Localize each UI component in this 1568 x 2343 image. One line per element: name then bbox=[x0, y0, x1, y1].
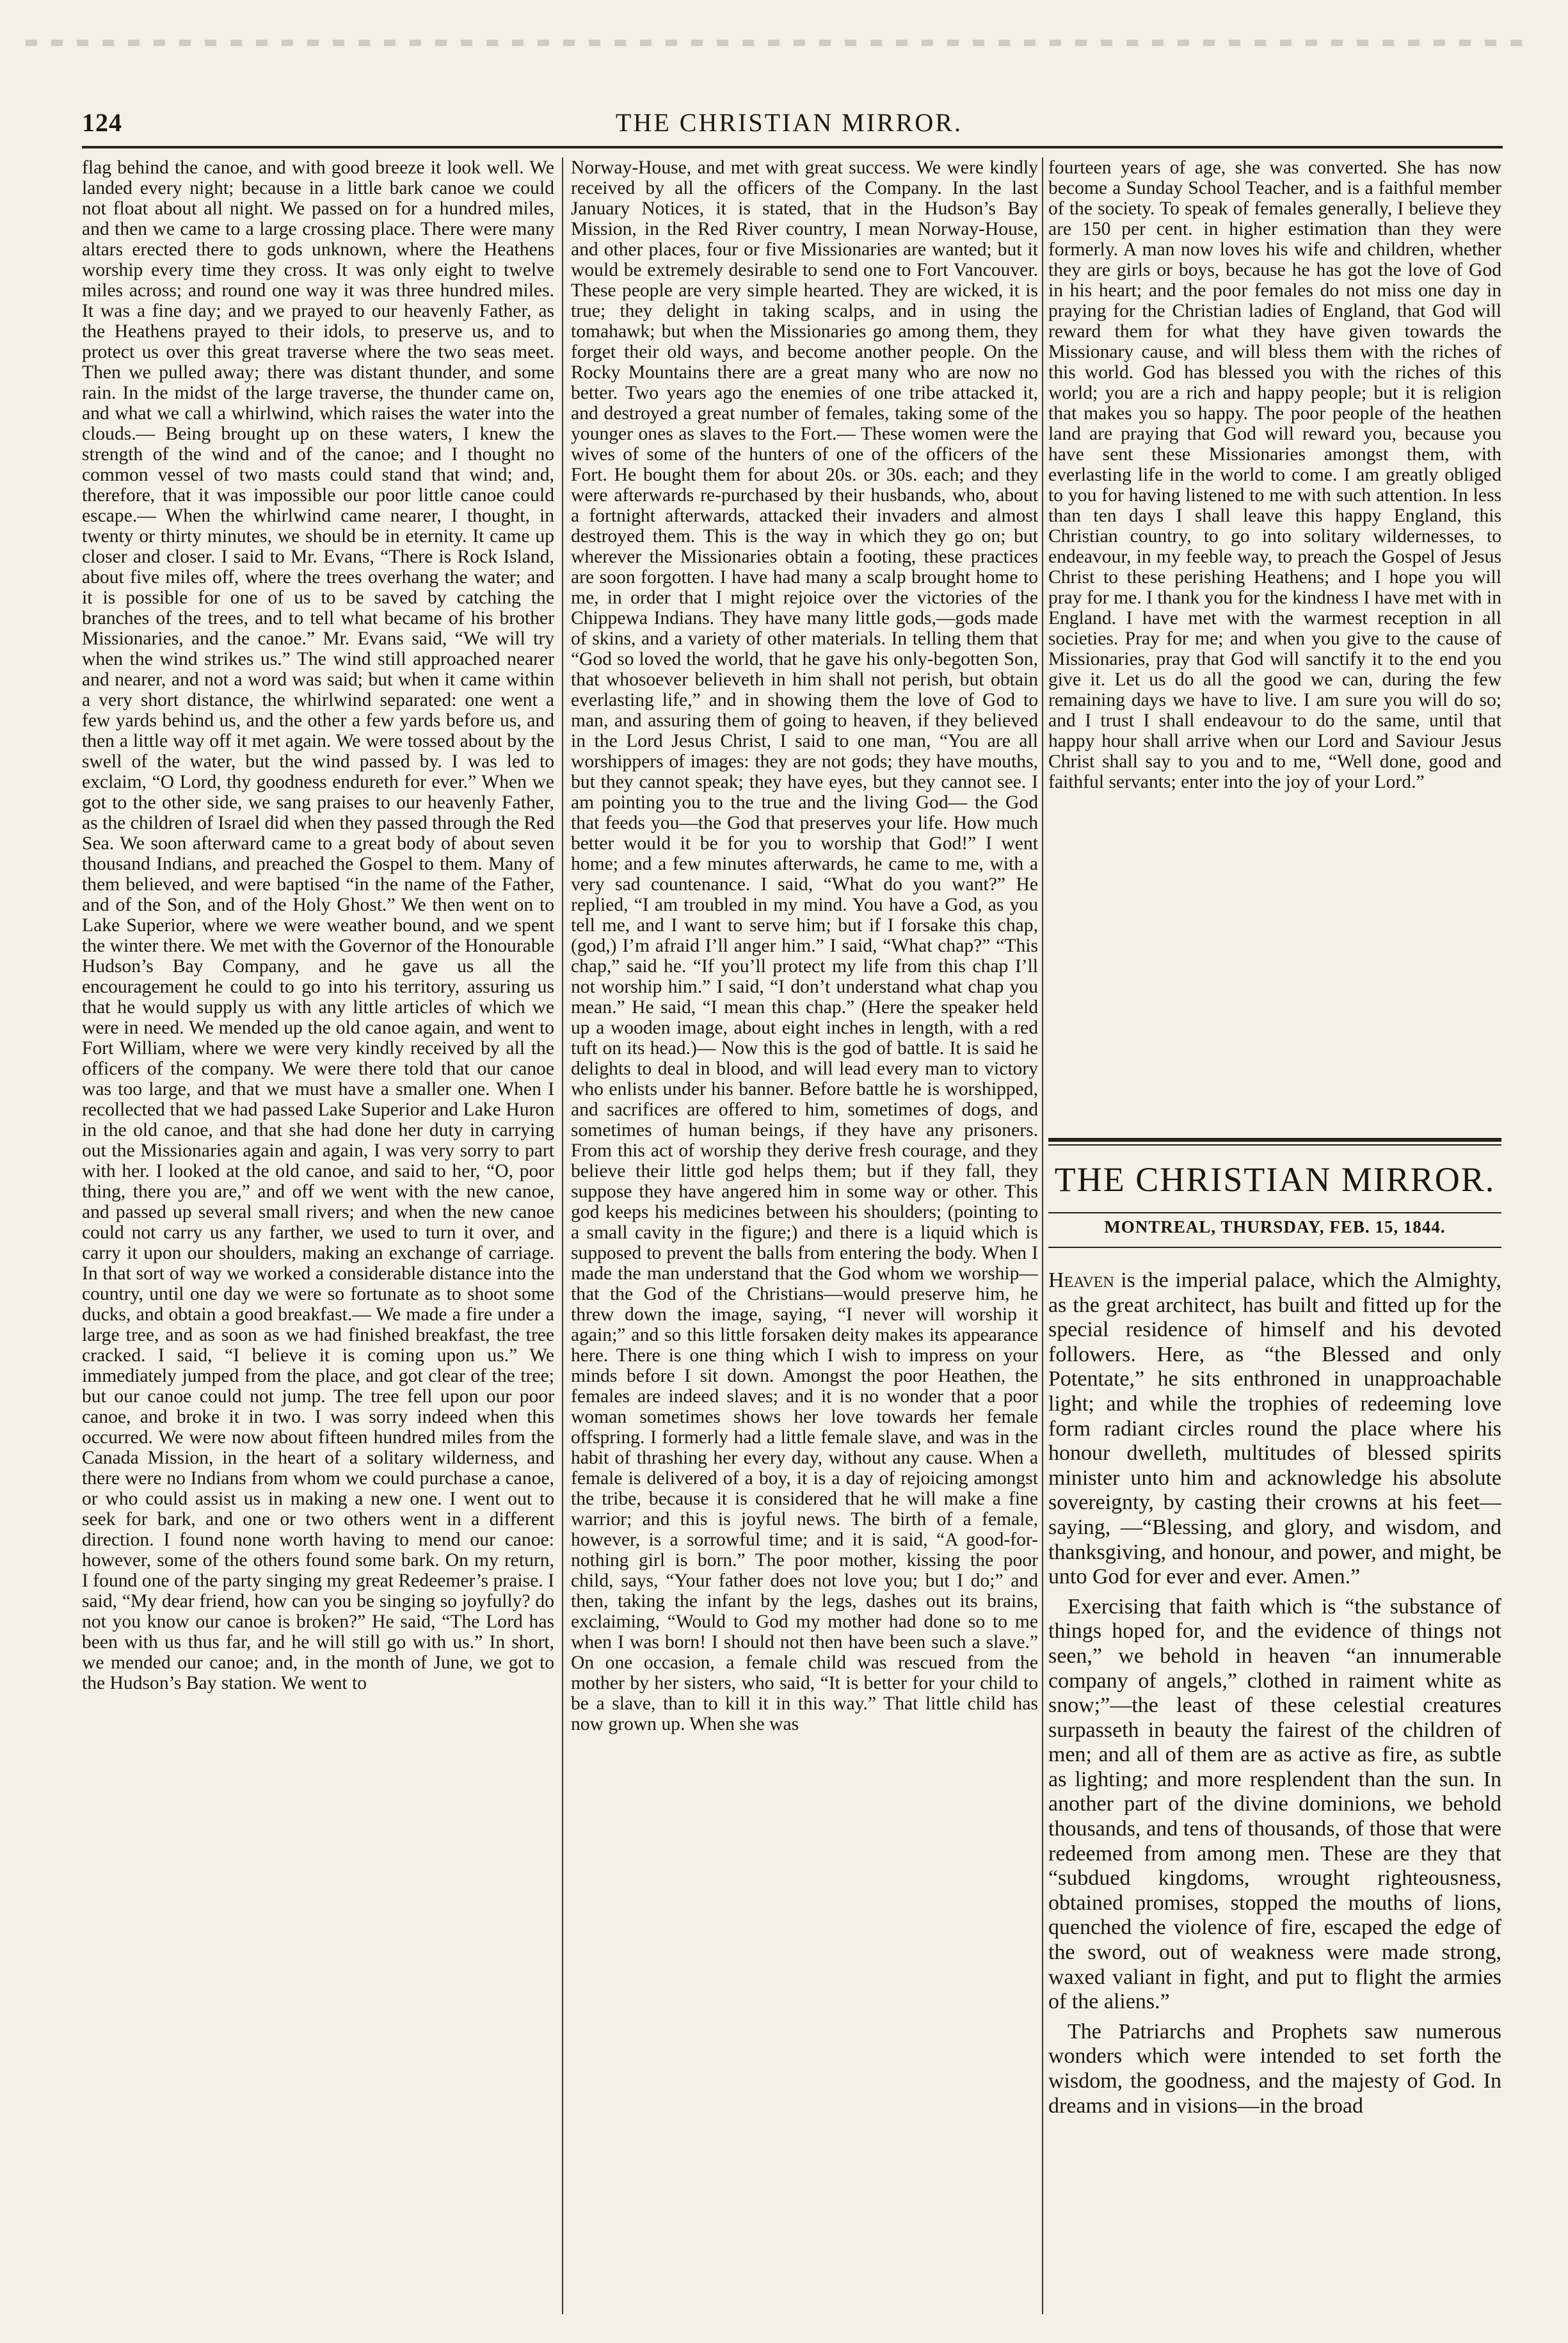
column-divider-1 bbox=[562, 157, 563, 2314]
masthead-rule-thin bbox=[1048, 1144, 1501, 1146]
column-divider-2 bbox=[1042, 157, 1043, 2314]
editorial-paragraph-1-text: is the imperial palace, which the Almighty, as the great architect, has built and fitted up for the special residence of himself and his devoted followers. Here, as “the Blessed and only Potentate,” he sits enthroned in unapproachable light; and while the trophies of redeeming love form radiant circles round the place where his honour dwelleth, multitudes of blessed spirits minister unto him and acknowledge his absolute sovereignty, by casting their crowns at his feet—saying, —“Blessing, and glory, and wisdom, and thanksgiving, and honour, and power, and might, be unto God for ever and ever. Amen.” bbox=[1048, 1268, 1501, 1589]
header-rule bbox=[82, 146, 1503, 148]
masthead-rule-mid bbox=[1048, 1212, 1501, 1213]
column-1-text: flag behind the canoe, and with good breeze it look well. We landed every night; because in a little bark canoe we could not float about all night. We passed on for a hundred miles, and then we came to a large crossing place. There were many altars erected there to gods unknown, where the Heathens worship every time they cross. It was only eight to twelve miles across; and round one way it was three hundred miles. It was a fine day; and we prayed to our heavenly Father, as the Heathens prayed to their idols, to preserve us, and to protect us over this great traverse where the two seas meet. Then we pulled away; there was distant thunder, and some rain. In the midst of the large traverse, the thunder came on, and what we call a whirlwind, which raises the water into the clouds.— Being brought up on these waters, I knew the strength of the wind and of the canoe; and I thought no common vessel of two masts could stand that wind; and, therefore, that it was impossible our poor little canoe could escape.— When the whirlwind came nearer, I thought, in twenty or thirty minutes, we should be in eternity. It came up closer and closer. I said to Mr. Evans, “There is Rock Island, about five miles off, where the trees overhang the water; and it is possible for one of us to be saved by catching the branches of the trees, and to tell what became of his brother Missionaries, and the canoe.” Mr. Evans said, “We will try when the wind strikes us.” The wind still approached nearer and nearer, and not a word was said; but when it came within a very short distance, the whirlwind separated: one went a few yards behind us, and the other a few yards before us, and then a little way off it met again. We were tossed about by the swell of the water, but the wind passed by. I was led to exclaim, “O Lord, thy goodness endureth for ever.” When we got to the other side, we sang praises to our heavenly Father, as the children of Israel did when they passed through the Red Sea. We soon afterward came to a great body of about seven thousand Indians, and preached the Gospel to them. Many of them believed, and were baptised “in the name of the Father, and of the Son, and of the Holy Ghost.” We then went on to Lake Superior, where we were weather bound, and we spent the winter there. We met with the Governor of the Honourable Hudson’s Bay Company, and he gave us all the encouragement he could to go into his territory, assuring us that he would supply us with any little articles of which we were in need. We mended up the old canoe again, and went to Fort William, where we were very kindly received by all the officers of the company. We were there told that our canoe was too large, and that we must have a smaller one. When I recollected that we had passed Lake Superior and Lake Huron in the old canoe, and that she had done her duty in carrying out the Missionaries again and again, I was very sorry to part with her. I looked at the old canoe, and said to her, “O, poor thing, there you are,” and off we went with the new canoe, and passed up several small rivers; and when the new canoe could not carry us any farther, we used to turn it over, and carry it upon our shoulders, making an exchange of carriage. In that sort of way we worked a considerable distance into the country, until one day we were so fortunate as to shoot some ducks, and obtain a good breakfast.— We made a fire under a large tree, and as soon as we had finished breakfast, the tree cracked. I said, “I believe it is coming upon us.” We immediately jumped from the place, and got clear of the tree; but our canoe could not jump. The tree fell upon our poor canoe, and broke it in two. I was sorry indeed when this occurred. We were now about fifteen hundred miles from the Canada Mission, in the heart of a solitary wilderness, and there were no Indians from whom we could purchase a canoe, or who could assist us in making a new one. I went out to seek for bark, and one or two others went in a different direction. I found none worth having to mend our canoe: however, some of the others found some bark. On my return, I found one of the party singing my great Redeemer’s praise. I said, “My dear friend, how can you be singing so joyfully? do not you know our canoe is broken?” He said, “The Lord has been with us thus far, and he will still go with us.” In short, we mended our canoe; and, in the month of June, we got to the Hudson’s Bay station. We went to bbox=[82, 157, 554, 1693]
editorial-paragraph-3: The Patriarchs and Prophets saw numerous wonders which were intended to set forth the wisdom, the goodness, and the majesty of God. In dreams and in visions—in the broad bbox=[1048, 2019, 1501, 2118]
editorial-paragraph-1 bbox=[1048, 1268, 1501, 1590]
masthead-block bbox=[1048, 1138, 1501, 1257]
masthead-rule-bottom bbox=[1048, 1247, 1501, 1248]
column-3-text: fourteen years of age, she was converted. She has now become a Sunday School Teacher, and is a faithful member of the society. To speak of females generally, I believe they are 150 per cent. in higher estimation than they were formerly. A man now loves his wife and children, whether they are girls or boys, because he has got the love of God in his heart; and the poor females do not miss one day in praying for the Christian ladies of England, that God will reward them for what they have given towards the Missionary cause, and will bless them with the riches of this world. God has blessed you with the riches of this world; you are a rich and happy people; but it is religion that makes you so happy. The poor people of the heathen land are praying that God will reward you, because you have sent these Missionaries amongst them, with everlasting life in the world to come. I am greatly obliged to you for having listened to me with such attention. In less than ten days I shall leave this happy England, this Christian country, to go into solitary wildernesses, to endeavour, in my feeble way, to preach the Gospel of Jesus Christ to these perishing Heathens; and I hope you will pray for me. I thank you for the kindness I have met with in England. I have met with the warmest reception in all societies. Pray for me; and when you give to the cause of Missionaries, pray that God will sanctify it to the end you give it. Let us do all the good we can, during the few remaining days we have to live. I am sure you will do so; and I trust I shall endeavour to do the same, until that happy hour shall arrive when our Lord and Saviour Jesus Christ shall say to you and to me, “Well done, good and faithful servants; enter into the joy of your Lord.” bbox=[1048, 157, 1501, 792]
editorial-paragraph-2: Exercising that faith which is “the substance of things hoped for, and the evidence of things not seen,” we behold in heaven “an innumerable company of angels,” clothed in raiment white as snow;”—the least of these celestial creatures surpasseth in beauty the fairest of the children of men; and all of them are as active as fire, as subtle as lighting; and more resplendent than the sun. In another part of the divine dominions, we behold thousands, and tens of thousands, of those that were redeemed from among men. These are they that “subdued kingdoms, wrought righteousness, obtained promises, stopped the mouths of lions, quenched the violence of fire, escaped the edge of the sword, out of weakness were made strong, waxed valiant in fight, and put to flight the armies of the aliens.” bbox=[1048, 1594, 1501, 2014]
column-2-text: Norway-House, and met with great success. We were kindly received by all the officers of the Company. In the last January Notices, it is stated, that in the Hudson’s Bay Mission, in the Red River country, I mean Norway-House, and other places, four or five Missionaries are wanted; but it would be extremely desirable to send one to Fort Vancouver. These people are very simple hearted. They are wicked, it is true; they delight in taking scalps, and in using the tomahawk; but when the Missionaries go among them, they forget their old ways, and become another people. On the Rocky Mountains there are a great many who are now no better. Two years ago the enemies of one tribe attacked it, and destroyed a great number of females, taking some of the younger ones as slaves to the Fort.— These women were the wives of some of the hunters of one of the officers of the Fort. He bought them for about 20s. or 30s. each; and they were afterwards re-purchased by their husbands, who, about a fortnight afterwards, attacked their invaders and almost destroyed them. This is the way in which they go on; but wherever the Missionaries obtain a footing, these practices are soon forgotten. I have had many a scalp brought home to me, in order that I might rejoice over the victories of the Chippewa Indians. They have many little gods,—gods made of skins, and a variety of other materials. In telling them that “God so loved the world, that he gave his only-begotten Son, that whosoever believeth in him shall not perish, but obtain everlasting life,” and in showing them the love of God to man, and assuring them of going to heaven, if they believed in the Lord Jesus Christ, I said to one man, “You are all worshippers of images: they are not gods; they have mouths, but they cannot speak; they have eyes, but they cannot see. I am pointing you to the true and the living God— the God that feeds you—the God that preserves your life. How much better would it be for you to worship that God!” I went home; and a few minutes afterwards, he came to me, with a very sad countenance. I said, “What do you want?” He replied, “I am troubled in my mind. You have a God, as you tell me, and I want to serve him; but if I forsake this chap, (god,) I’m afraid I’ll anger him.” I said, “What chap?” “This chap,” said he. “If you’ll protect my life from this chap I’ll not worship him.” I said, “I don’t understand what chap you mean.” He said, “I mean this chap.” (Here the speaker held up a wooden image, about eight inches in length, with a red tuft on its head.)— Now this is the god of battle. It is said he delights to deal in blood, and will lead every man to victory who enlists under his banner. Before battle he is worshipped, and sacrifices are offered to him, sometimes of dogs, and sometimes of human beings, if they have any prisoners. From this act of worship they derive fresh courage, and they believe their little god helps them; but if they fall, they suppose they have angered him in some way or other. This god keeps his medicines between his shoulders; (pointing to a small cavity in the figure;) and there is a liquid which is supposed to prevent the balls from entering the body. When I made the man understand that the God whom we worship—that the God of the Christians—would preserve him, he threw down the image, saying, “I never will worship it again;” and so this little forsaken deity makes its appearance here. There is one thing which I wish to impress on your minds before I sit down. Amongst the poor Heathen, the females are indeed slaves; and it is no wonder that a poor woman sometimes shows her love towards her female offspring. I formerly had a little female slave, and was in the habit of thrashing her every day, without any cause. When a female is delivered of a boy, it is a day of rejoicing amongst the tribe, because it is considered that he will make a fine warrior; and this is joyful news. The birth of a female, however, is a sorrowful time; and it is said, “A good-for-nothing girl is born.” The poor mother, kissing the poor child, says, “Your father does not love you; but I do;” and then, taking the infant by the legs, dashes out its brains, exclaiming, “Would to God my mother had done so to me when I was born! I should not then have been such a slave.” On one occasion, a female child was rescued from the mother by her sisters, who said, “It is better for your child to be a slave, than to kill it in this way.” That little child has now grown up. When she was bbox=[571, 157, 1038, 1734]
page-number: 124 bbox=[82, 108, 122, 137]
editorial-article bbox=[1048, 1268, 1501, 2321]
masthead-title: THE CHRISTIAN MIRROR. bbox=[1054, 1160, 1496, 1199]
column-2 bbox=[571, 157, 1038, 2321]
editorial-lead-word: Heaven bbox=[1048, 1268, 1114, 1292]
scan-edge-mark bbox=[26, 40, 1523, 46]
dateline: MONTREAL, THURSDAY, FEB. 15, 1844. bbox=[1104, 1217, 1446, 1236]
column-1 bbox=[82, 157, 554, 2321]
masthead-rule-thick bbox=[1048, 1138, 1501, 1142]
running-head bbox=[82, 108, 1496, 146]
column-3 bbox=[1048, 157, 1501, 1130]
running-title: THE CHRISTIAN MIRROR. bbox=[616, 108, 963, 137]
